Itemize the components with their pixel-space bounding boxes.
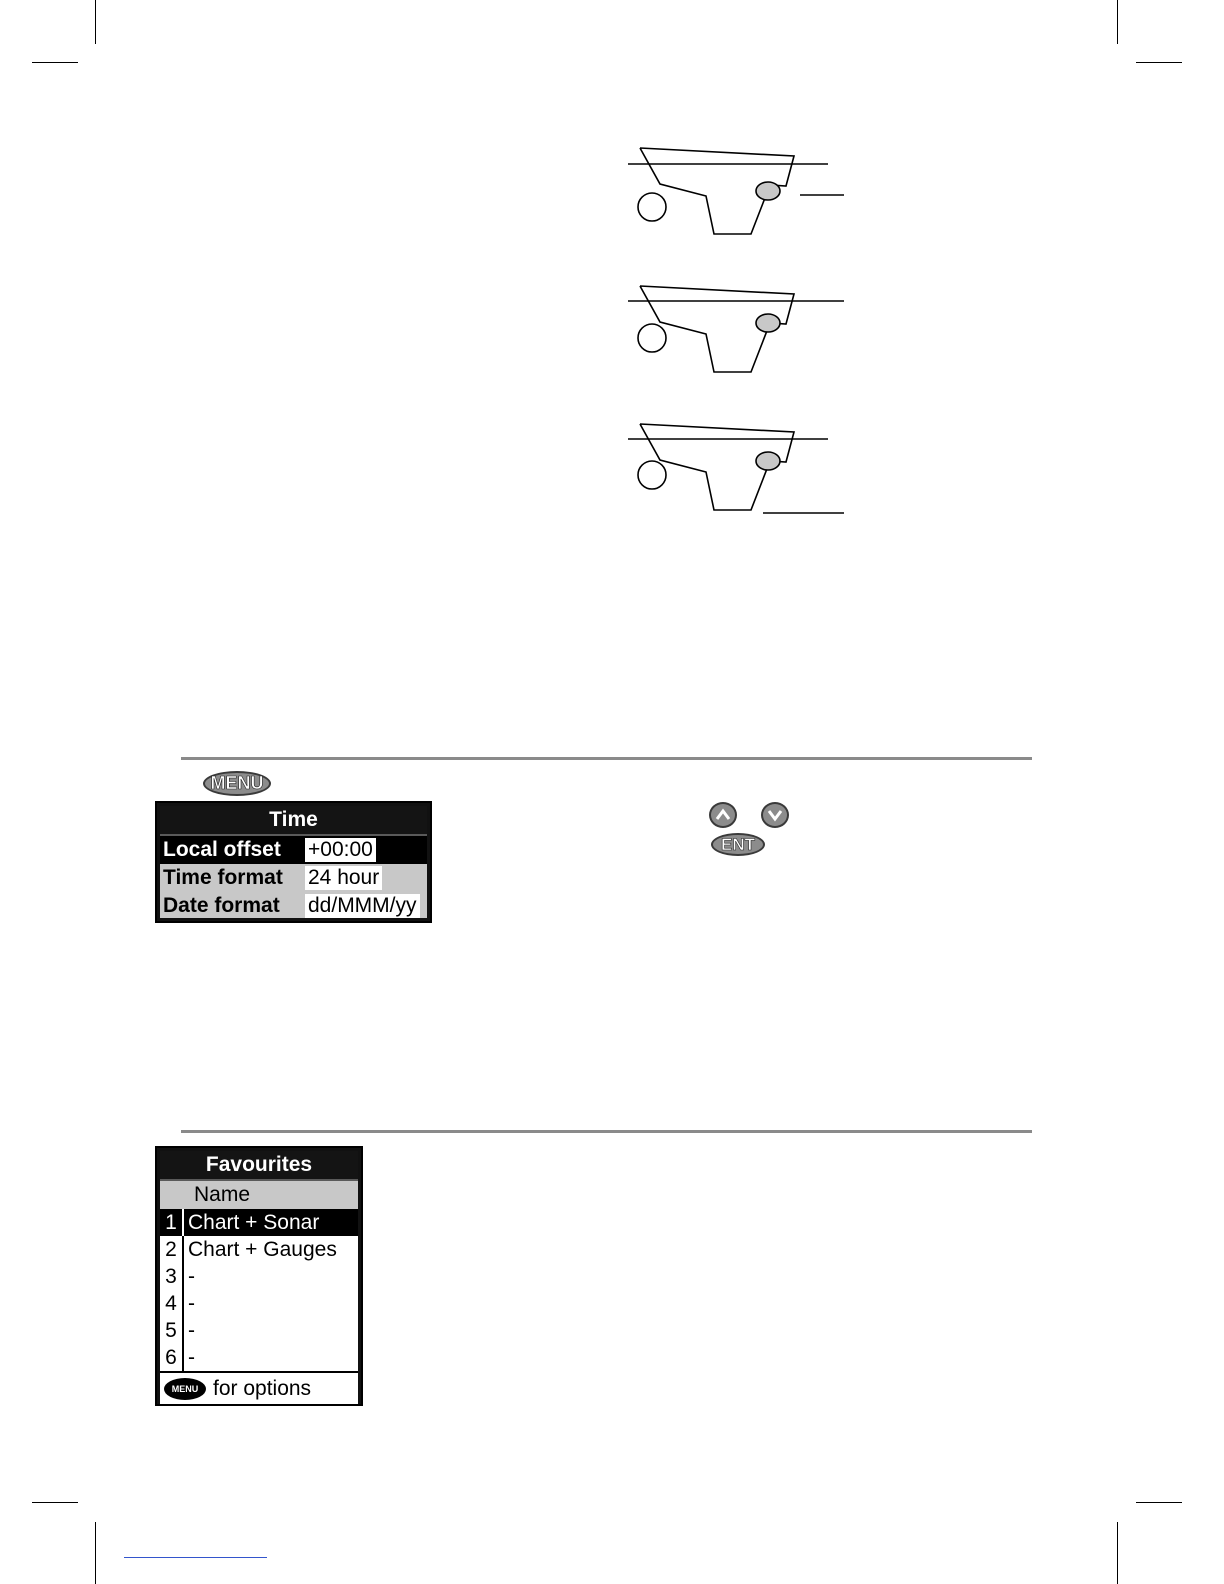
time-screen-title: Time: [160, 806, 427, 836]
crop-mark: [1117, 0, 1118, 44]
time-row-time-format[interactable]: [160, 864, 427, 892]
favourites-item[interactable]: 4 -: [160, 1290, 358, 1317]
down-arrow-key-icon: [761, 802, 789, 828]
crop-mark: [32, 1502, 78, 1503]
time-row-label: Local offset: [163, 838, 281, 861]
section-divider: [181, 757, 1032, 760]
up-arrow-key-icon: [709, 802, 737, 828]
crop-mark: [1136, 62, 1182, 63]
favourites-screen: [155, 1146, 363, 1406]
time-row-value: +00:00: [303, 836, 427, 864]
down-arrow-icon: [763, 804, 787, 826]
time-row-local-offset[interactable]: [160, 836, 427, 864]
menu-key-icon: MENU: [164, 1378, 206, 1400]
transducer-diagrams: [620, 140, 860, 530]
favourites-title: Favourites: [160, 1151, 358, 1181]
favourites-footer: [160, 1371, 358, 1404]
time-row-value: 24 hour: [303, 864, 427, 892]
hull-diagram-3: [628, 424, 844, 513]
time-row-date-format[interactable]: [160, 892, 427, 920]
crop-mark: [1136, 1502, 1182, 1503]
menu-key-icon: MENU: [203, 771, 271, 796]
time-row-label: Date format: [163, 894, 280, 917]
time-screen: [155, 801, 432, 923]
time-row-value: dd/MMM/yy: [303, 892, 427, 920]
favourites-item[interactable]: 3 -: [160, 1263, 358, 1290]
crop-mark: [95, 1522, 96, 1584]
favourites-item[interactable]: 2 Chart + Gauges: [160, 1236, 358, 1263]
enter-key-icon: ENT: [711, 833, 765, 856]
footer-link-line: [124, 1557, 267, 1558]
hull-diagram-1: [628, 148, 844, 234]
crop-mark: [95, 0, 96, 44]
crop-mark: [32, 62, 78, 63]
hull-diagram-2: [628, 286, 844, 372]
section-divider: [181, 1130, 1032, 1133]
favourites-item[interactable]: 5 -: [160, 1317, 358, 1344]
crop-mark: [1117, 1522, 1118, 1584]
favourites-column-header: Name: [160, 1181, 358, 1209]
favourites-item[interactable]: 1 Chart + Sonar: [160, 1209, 358, 1236]
favourites-item[interactable]: 6 -: [160, 1344, 358, 1371]
up-arrow-icon: [711, 804, 735, 826]
favourites-footer-text: for options: [213, 1376, 312, 1400]
time-row-label: Time format: [163, 866, 283, 889]
